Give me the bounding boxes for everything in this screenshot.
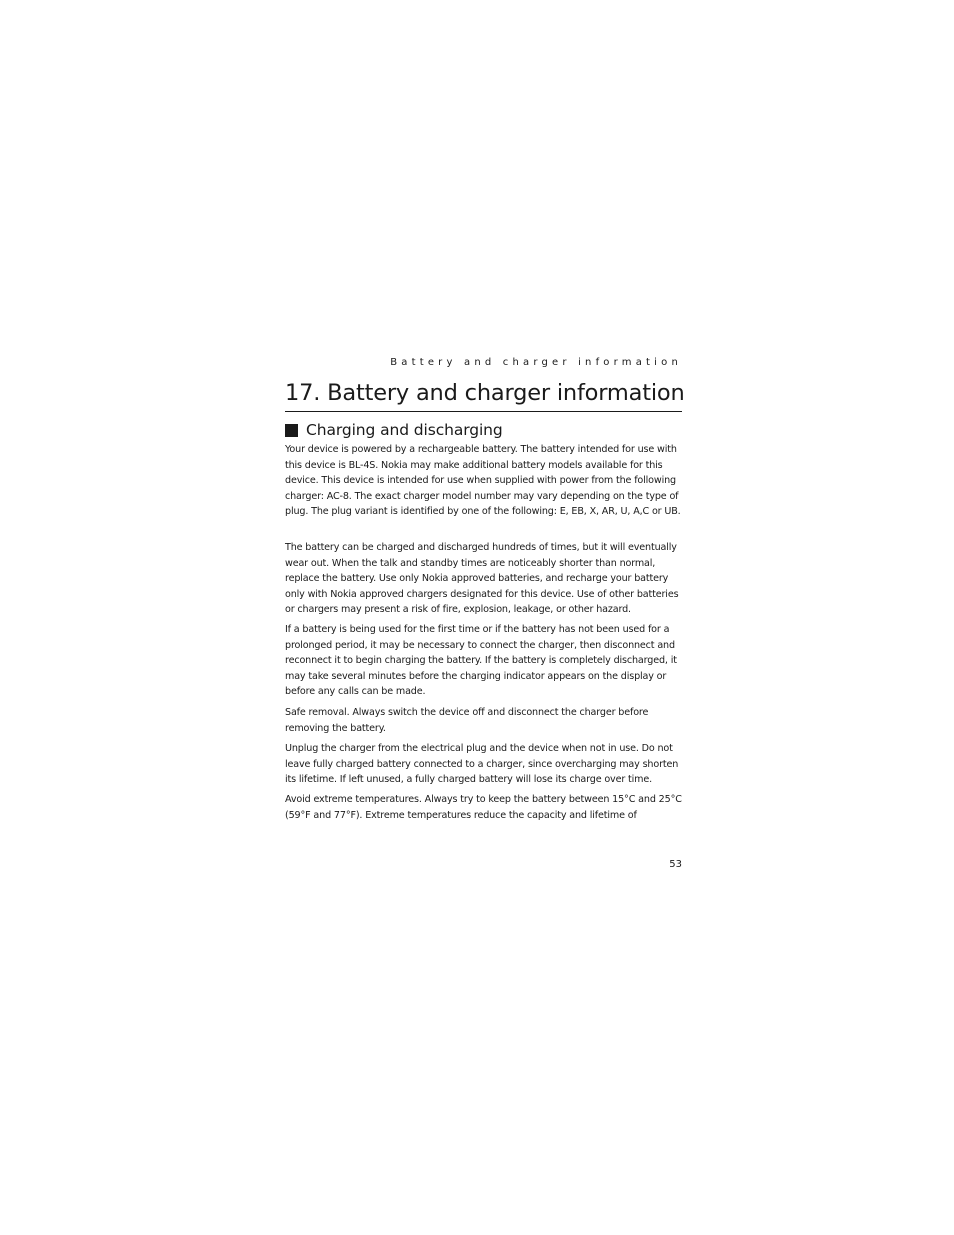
chapter-title: 17. Battery and charger information [285, 380, 685, 406]
paragraph-unplug-charger: Unplug the charger from the electrical plug and the device when not in use. Do not leave fully charged battery connected to a charger, since overcharging may shorten its lifetime. If left unused, a fully charged battery will lose its charge over time. [285, 743, 679, 786]
chapter-title-rule [285, 411, 682, 412]
paragraph-temperatures: Avoid extreme temperatures. Always try to keep the battery between 15°C and 25°C (59°F and 77°F). Extreme temperatures reduce the capacity and lifetime of [285, 794, 682, 821]
square-bullet-icon [285, 424, 298, 437]
section-heading [285, 420, 503, 440]
running-header: Battery and charger information [390, 357, 682, 368]
section-title: Charging and discharging [306, 421, 503, 439]
page-number: 53 [669, 859, 682, 870]
paragraph-first-use: If a battery is being used for the first time or if the battery has not been used for a prolonged period, it may be necessary to connect the charger, then disconnect and reconnect it to begin charging the battery. If the battery is completely discharged, it may take several minutes before the charging indicator appears on the display or before any calls can be made. [285, 624, 677, 698]
paragraph-battery-model: Your device is powered by a rechargeable battery. The battery intended for use with this device is BL-4S. Nokia may make additional battery models available for this device. This device is intended for use when supplied with power from the following charger: AC-8. The exact charger model number may vary depending on the type of plug. The plug variant is identified by one of the following: E, EB, X, AR, U, A,C or UB. [285, 444, 681, 518]
paragraph-safe-removal: Safe removal. Always switch the device off and disconnect the charger before removing the battery. [285, 707, 649, 734]
paragraph-battery-wear: The battery can be charged and discharged hundreds of times, but it will eventually wear out. When the talk and standby times are noticeably shorter than normal, replace the battery. Use only Nokia approved batteries, and recharge your battery only with Nokia approved chargers designated for this device. Use of other batteries or chargers may present a risk of fire, explosion, leakage, or other hazard. [285, 542, 679, 616]
